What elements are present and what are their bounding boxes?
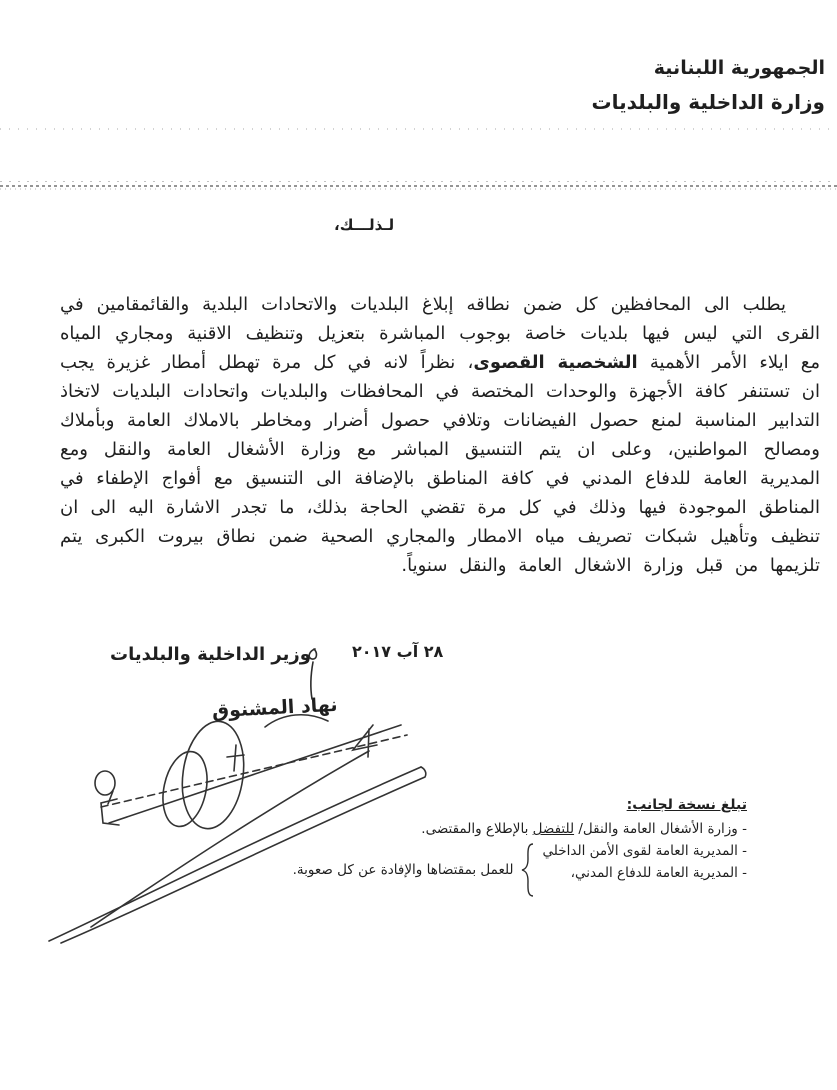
cc-list	[207, 795, 747, 898]
body-text-start: يطلب الى المحافظين كل ضمن نطاقه إبلاغ البلديات والاتحادات البلدية والقائمقامين في القرى التي ليس فيها بلديات خاصة بوجوب المباشرة بتعزيل وتنظيف الاقنية ومجاري المياه مع ايلاء الأمر الأهمية	[60, 294, 821, 373]
cc-title: تبلغ نسخة لجانب:	[626, 797, 747, 813]
salutation-heading: لـذلـــك،	[334, 216, 395, 234]
body-bold-emphasis: الشخصية القصوى	[473, 352, 638, 373]
cc-grouped-items	[207, 840, 747, 898]
curly-brace-icon	[520, 842, 535, 898]
ministry-title: وزارة الداخلية والبلديات	[591, 90, 825, 114]
republic-title: الجمهورية اللبنانية	[653, 57, 825, 79]
cc-item-works-ministry: - وزارة الأشغال العامة والنقل/ للتفضل بالإطلاع والمقتضى.	[421, 821, 747, 837]
body-paragraph	[60, 290, 820, 580]
scan-fold-artifact	[0, 175, 837, 193]
minister-title: وزير الداخلية والبلديات	[110, 644, 311, 665]
cc-note: للعمل بمقتضاها والإفادة عن كل صعوبة.	[292, 862, 514, 878]
cc-item-internal-security: - المديرية العامة لقوى الأمن الداخلي	[542, 843, 747, 859]
letterhead	[592, 52, 826, 119]
cc-item-civil-defense: - المديرية العامة للدفاع المدني،	[570, 865, 747, 881]
signature-date: ٢٨ آب ٢٠١٧	[352, 642, 444, 661]
body-text-end: ، نظراً لانه في كل مرة تهطل أمطار غزيرة يجب ان تستنفر كافة الأجهزة والوحدات المختصة في المحافظات والبلديات واتحادات البلديات لاتخاذ التدابير المناسبة لمنع حصول الفيضانات وتلافي حصول أضرار ومخاطر بالاملاك العامة وبأملاك ومصالح المواطنين، وعلى ان يتم التنسيق المباشر مع وزارة الأشغال العامة والنقل ومع المديرية العامة للدفاع المدني في كافة المناطق بالإضافة الى التنسيق مع أفواج الإطفاء في المناطق الموجودة فيها وذلك في كل مرة تقضي الحاجة بذلك، ما تجدر الاشارة اليه الى ان تنظيف وتأهيل شبكات تصريف مياه الامطار والمجاري الصحية ضمن نطاق بيروت الكبرى يتم تلزيمها من قبل وزارة الاشغال العامة والنقل سنوياً.	[60, 352, 820, 576]
scan-dots-artifact	[0, 128, 837, 130]
minister-name: نهاد المشنوق	[211, 693, 339, 723]
